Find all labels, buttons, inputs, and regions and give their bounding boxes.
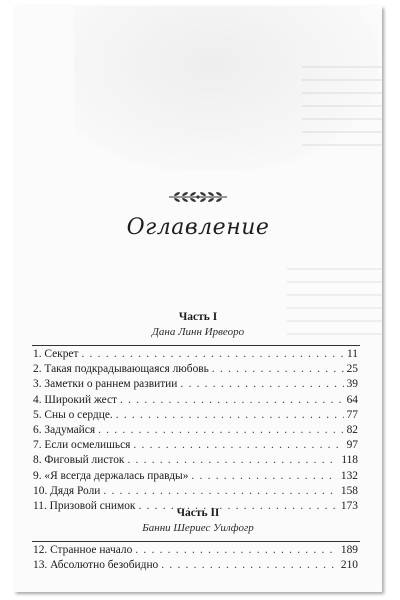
toc-entry-page: 118 xyxy=(341,454,358,467)
toc-entry-title: 4. Широкий жест xyxy=(33,393,118,406)
toc-entry-page: 97 xyxy=(346,439,358,452)
toc-entry[interactable] xyxy=(33,423,358,438)
toc-entry-page: 39 xyxy=(346,378,358,391)
toc-entry-title: 9. «Я всегда держалась правды» xyxy=(33,469,189,482)
toc-entry-title: 1. Секрет xyxy=(33,348,79,360)
toc-entry-title: 2. Такая подкрадывающаяся любовь xyxy=(33,363,209,376)
toc-entry-title: 10. Дядя Роли xyxy=(33,484,101,497)
toc-entry[interactable] xyxy=(33,393,358,408)
toc-leader-dots xyxy=(191,469,338,484)
toc-entry-page: 11 xyxy=(347,348,358,360)
toc-leader-dots xyxy=(180,377,343,392)
toc-entry-page: 25 xyxy=(346,363,358,376)
bleed-through-text xyxy=(302,66,382,146)
book-page xyxy=(14,6,382,592)
toc-entry[interactable] xyxy=(33,558,358,573)
toc-leader-dots xyxy=(116,408,344,423)
toc-entry-page: 64 xyxy=(346,393,358,406)
toc-leader-dots xyxy=(133,438,343,453)
toc-entry[interactable] xyxy=(33,453,358,468)
toc-leader-dots xyxy=(135,543,338,558)
toc-entry-title: 12. Странное начало xyxy=(33,544,133,556)
part-2-rule xyxy=(32,541,360,542)
toc-entry[interactable] xyxy=(33,484,358,499)
toc-entry-title: 5. Сны о сердце. xyxy=(33,408,113,421)
part-2-title: Часть II xyxy=(176,507,220,519)
toc-leader-dots xyxy=(127,453,338,468)
toc-entry-page: 189 xyxy=(340,544,358,556)
toc-entry-title: 11. Призовой снимок xyxy=(33,499,136,512)
toc-entry-page: 173 xyxy=(340,499,358,512)
toc-heading: Оглавление xyxy=(126,215,270,240)
toc-entry-page: 82 xyxy=(346,423,358,436)
part-2-toc-list xyxy=(33,543,358,573)
toc-entry[interactable] xyxy=(33,362,358,377)
part-1-toc-list xyxy=(33,347,358,514)
part-1-rule xyxy=(32,345,360,346)
toc-entry[interactable] xyxy=(33,408,358,423)
part-1-title: Часть I xyxy=(178,311,218,323)
toc-entry-page: 77 xyxy=(346,408,358,421)
toc-entry[interactable] xyxy=(33,377,358,392)
toc-entry-page: 158 xyxy=(340,484,358,497)
toc-leader-dots xyxy=(161,558,338,573)
toc-entry-title: 7. Если осмелишься xyxy=(33,439,131,452)
toc-entry[interactable] xyxy=(33,347,358,362)
toc-leader-dots xyxy=(81,347,344,362)
laurel-ornament-icon xyxy=(14,188,382,207)
toc-leader-dots xyxy=(103,484,338,499)
toc-leader-dots xyxy=(120,393,344,408)
part-2-author: Банни Шериес Уилфогр xyxy=(142,522,254,534)
toc-entry-title: 8. Фиговый листок xyxy=(33,454,125,467)
toc-entry-page: 210 xyxy=(340,559,358,572)
toc-entry-page: 132 xyxy=(340,469,358,482)
toc-leader-dots xyxy=(212,362,344,377)
toc-entry-title: 13. Абсолютно безобидно xyxy=(33,559,159,572)
toc-leader-dots xyxy=(98,423,344,438)
toc-entry-title: 3. Заметки о раннем развитии xyxy=(33,378,178,391)
toc-entry[interactable] xyxy=(33,543,358,558)
toc-entry[interactable] xyxy=(33,469,358,484)
toc-entry[interactable] xyxy=(33,438,358,453)
toc-entry-title: 6. Задумайся xyxy=(33,423,96,436)
part-1-author: Дана Линн Ирвеоро xyxy=(151,326,245,338)
